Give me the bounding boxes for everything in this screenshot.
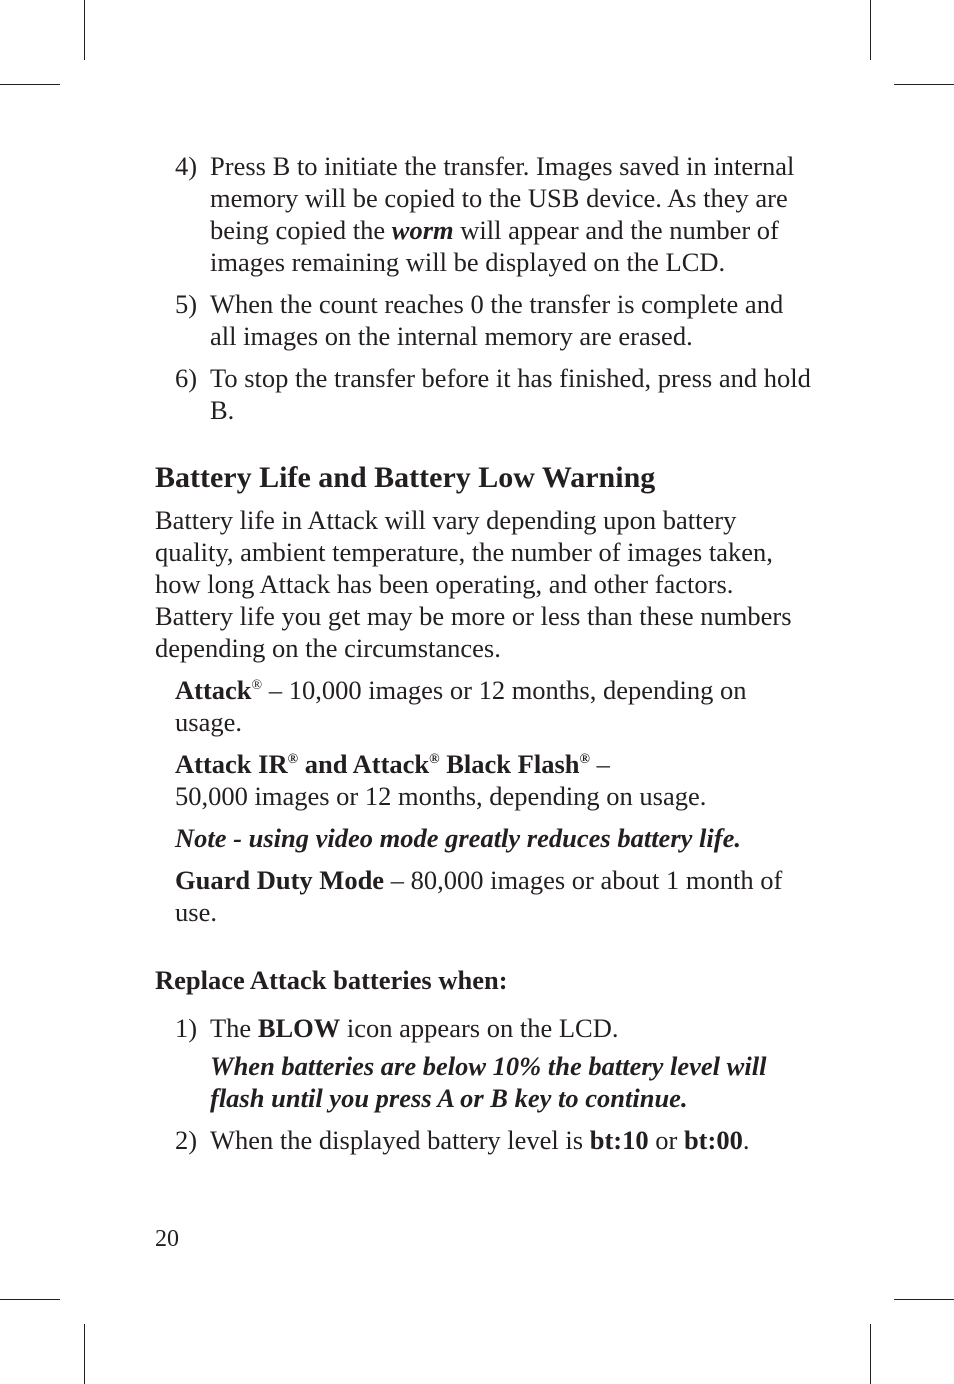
crop-mark-left-bottom	[0, 1299, 60, 1300]
step-number: 2)	[175, 1125, 198, 1155]
step-text: To stop the transfer before it has finished, press and hold B.	[210, 363, 811, 425]
replace-heading: Replace Attack batteries when:	[155, 965, 508, 995]
section-intro: Battery life in Attack will vary depending upon battery quality, ambient temperature, the number of images taken, how long Attack has been operating, and other factors. Battery life you get may be more or less than these numbers depending on the circumstances.	[155, 505, 792, 663]
spec-model-name: Attack IR	[175, 749, 288, 779]
page-number: 20	[155, 1226, 179, 1252]
registered-mark: ®	[251, 678, 263, 693]
step-number: 5)	[175, 289, 198, 319]
crop-mark-top-right	[870, 0, 871, 60]
spec-dash: –	[589, 749, 610, 779]
step-item	[155, 150, 815, 278]
step-number: 4)	[175, 151, 198, 181]
spec-attack-ir	[155, 748, 815, 812]
registered-mark: ®	[287, 752, 299, 767]
battery-level-code: bt:00	[683, 1125, 743, 1155]
spec-text: – 80,000 images or about 1 month of use.	[175, 865, 783, 927]
crop-mark-left-top	[0, 84, 60, 85]
step-text: or	[648, 1125, 684, 1155]
step-text: When the displayed battery level is	[210, 1125, 590, 1155]
step-text: will appear and the number of images remaining will be displayed on the LCD.	[210, 215, 779, 277]
section-heading: Battery Life and Battery Low Warning	[155, 461, 656, 494]
worm-term: worm	[391, 215, 454, 245]
step-number: 6)	[175, 363, 198, 393]
crop-mark-bottom-left	[84, 1324, 85, 1384]
battery-level-code: bt:10	[589, 1125, 649, 1155]
step-text: icon appears on the LCD.	[340, 1013, 619, 1043]
step-item	[155, 362, 815, 426]
video-note: Note - using video mode greatly reduces battery life.	[175, 823, 741, 853]
step-number: 1)	[175, 1013, 198, 1043]
spec-text: – 10,000 images or 12 months, depending on usage.	[175, 675, 747, 737]
spec-guard-duty	[155, 864, 815, 928]
step-text: The	[210, 1013, 258, 1043]
crop-mark-bottom-right	[870, 1324, 871, 1384]
crop-mark-top-left	[84, 0, 85, 60]
step-text: When the count reaches 0 the transfer is complete and all images on the internal memory are erased.	[210, 289, 784, 351]
registered-mark: ®	[429, 752, 440, 767]
replace-item	[155, 1124, 815, 1156]
spec-model-name: and Attack	[298, 749, 430, 779]
spec-text: 50,000 images or 12 months, depending on usage.	[175, 781, 707, 811]
step-item	[155, 288, 815, 352]
blow-icon-term: BLOW	[257, 1013, 341, 1043]
spec-model-name: Black Flash	[439, 749, 580, 779]
spec-attack	[155, 674, 815, 738]
page-content	[155, 150, 815, 1166]
step-text: .	[742, 1125, 750, 1155]
replace-item	[155, 1012, 815, 1114]
registered-mark: ®	[579, 752, 590, 767]
spec-mode-name: Guard Duty Mode	[175, 865, 385, 895]
crop-mark-right-bottom	[894, 1299, 954, 1300]
crop-mark-right-top	[894, 84, 954, 85]
battery-flash-note: When batteries are below 10% the battery level will flash until you press A or B key to continue.	[210, 1051, 767, 1113]
step-text: Press B to initiate the transfer. Images saved in internal memory will be copied to the USB device. As they are being copied the	[210, 151, 795, 245]
spec-model-name: Attack	[175, 675, 252, 705]
